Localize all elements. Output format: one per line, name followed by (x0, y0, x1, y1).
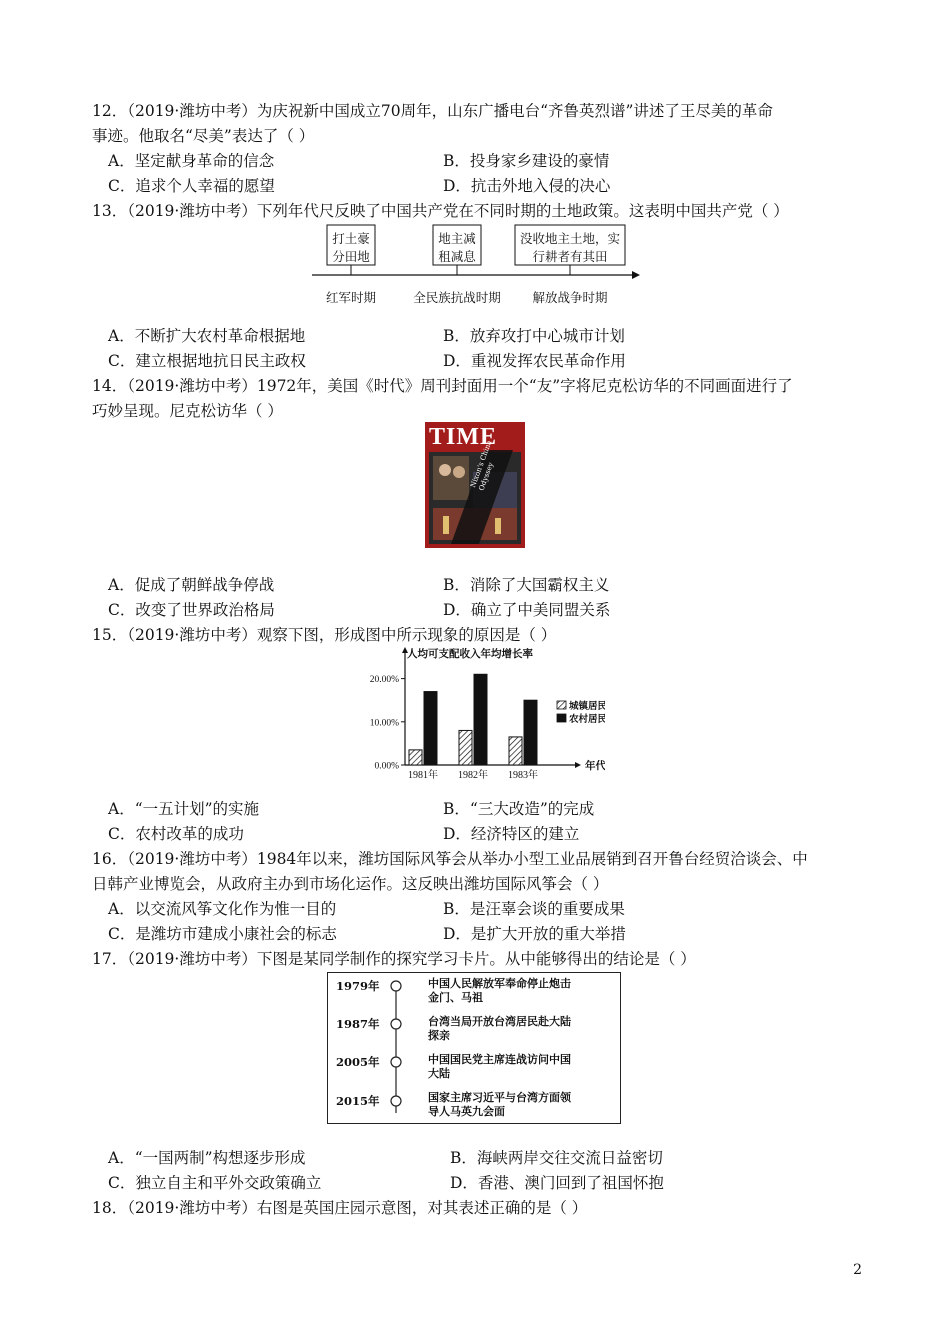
card-year-2: 1987年 (336, 1017, 380, 1031)
timeline-box2-line2: 租减息 (438, 249, 476, 264)
x-tick-label: 1983年 (508, 770, 538, 781)
q13-option-c[interactable]: C．建立根据地抗日民主政权 (108, 352, 306, 370)
q17-option-d[interactable]: D．香港、澳门回到了祖国怀抱 (450, 1174, 664, 1192)
bar-rural-0 (424, 692, 437, 765)
q15-stem-line1: 15．（2019·潍坊中考）观察下图，形成图中所示现象的原因是（ ） (92, 626, 557, 644)
q13-stem-line1: 13．（2019·潍坊中考）下列年代尺反映了中国共产党在不同时期的土地政策。这表明中国共产党（ ） (92, 202, 789, 220)
q16-option-d[interactable]: D．是扩大开放的重大举措 (443, 925, 626, 943)
timeline-box1-line2: 分田地 (332, 249, 370, 264)
income-growth-chart (355, 645, 605, 785)
card-year-1: 1979年 (336, 979, 380, 993)
bar-urban-1 (459, 730, 472, 765)
bar-rural-2 (524, 700, 537, 765)
q14-option-d[interactable]: D．确立了中美同盟关系 (443, 601, 611, 619)
q18-stem-line1: 18．（2019·潍坊中考）右图是英国庄园示意图，对其表述正确的是（ ） (92, 1199, 588, 1217)
timeline-box1-line1: 打土豪 (332, 231, 370, 246)
q14-stem-line1: 14．（2019·潍坊中考）1972年，美国《时代》周刊封面用一个“友”字将尼克松访华的不同画面进行了 (92, 377, 793, 395)
q16-option-a[interactable]: A．以交流风筝文化作为惟一目的 (108, 900, 337, 918)
q14-option-a[interactable]: A．促成了朝鲜战争停战 (108, 576, 275, 594)
timeline-label-3: 解放战争时期 (532, 290, 608, 305)
bar-urban-2 (509, 737, 522, 765)
cover-figure-head-1 (439, 464, 451, 476)
timeline-box2-line1: 地主减 (438, 231, 476, 246)
q12-option-d[interactable]: D．抗击外地入侵的决心 (443, 177, 611, 195)
card-event-2-line2: 探亲 (428, 1029, 450, 1042)
chart-title: 人均可支配收入年均增长率 (407, 648, 533, 660)
q12-stem-line2: 事迹。他取名“尽美”表达了（ ） (92, 127, 315, 145)
q13-option-b[interactable]: B．放弃攻打中心城市计划 (443, 327, 625, 345)
card-node-1-icon (391, 981, 401, 991)
cover-figure-head-2 (453, 466, 465, 478)
q13-option-a[interactable]: A．不断扩大农村革命根据地 (108, 327, 306, 345)
page-number: 2 (853, 1262, 862, 1278)
x-tick-label: 1982年 (458, 770, 488, 781)
time-magazine-cover (425, 422, 525, 548)
q17-option-c[interactable]: C．独立自主和平外交政策确立 (108, 1174, 322, 1192)
y-tick-label: 10.00% (369, 718, 399, 729)
cover-caption: Nixon's China Odyssey (469, 439, 496, 492)
card-event-1-line2: 金门、马祖 (428, 991, 483, 1004)
q15-option-d[interactable]: D．经济特区的建立 (443, 825, 580, 843)
timeline-box3-line2: 行耕者有其田 (532, 249, 608, 264)
bar-rural-1 (474, 674, 487, 765)
q17-option-a[interactable]: A．“一国两制”构想逐步形成 (108, 1149, 306, 1167)
q15-option-b[interactable]: B．“三大改造”的完成 (443, 800, 595, 818)
land-policy-timeline (310, 222, 650, 312)
q14-option-c[interactable]: C．改变了世界政治格局 (108, 601, 275, 619)
card-node-2-icon (391, 1019, 401, 1029)
timeline-label-1: 红军时期 (325, 290, 376, 305)
legend-swatch-1 (557, 714, 566, 722)
card-node-4-icon (391, 1096, 401, 1106)
card-event-3-line1: 中国国民党主席连战访问中国 (428, 1053, 571, 1066)
q12-option-a[interactable]: A．坚定献身革命的信念 (108, 152, 275, 170)
q14-stem-line2: 巧妙呈现。尼克松访华（ ） (92, 402, 283, 420)
q17-option-b[interactable]: B．海峡两岸交往交流日益密切 (450, 1149, 663, 1167)
card-node-3-icon (391, 1057, 401, 1067)
card-event-4-line1: 国家主席习近平与台湾方面领 (428, 1091, 571, 1104)
cover-dancer-1 (443, 516, 449, 534)
q12-option-b[interactable]: B．投身家乡建设的豪情 (443, 152, 610, 170)
x-tick-label: 1981年 (408, 770, 438, 781)
bar-urban-0 (409, 750, 422, 765)
y-tick-label: 20.00% (369, 675, 399, 686)
q16-stem-line1: 16．（2019·潍坊中考）1984年以来，潍坊国际风筝会从举办小型工业品展销到召开鲁台经贸洽谈会、中 (92, 850, 808, 868)
q17-stem-line1: 17．（2019·潍坊中考）下图是某同学制作的探究学习卡片。从中能够得出的结论是（ ） (92, 950, 696, 968)
q14-option-b[interactable]: B．消除了大国霸权主义 (443, 576, 610, 594)
income-chart-svg (355, 645, 605, 785)
study-card (327, 972, 621, 1124)
q16-stem-line2: 日韩产业博览会，从政府主办到市场化运作。这反映出潍坊国际风筝会（ ） (92, 875, 609, 893)
card-event-3-line2: 大陆 (428, 1067, 450, 1080)
card-year-3: 2005年 (336, 1055, 380, 1069)
q15-option-a[interactable]: A．“一五计划”的实施 (108, 800, 260, 818)
q16-option-c[interactable]: C．是潍坊市建成小康社会的标志 (108, 925, 337, 943)
cover-dancer-2 (495, 518, 501, 534)
q12-option-c[interactable]: C．追求个人幸福的愿望 (108, 177, 275, 195)
timeline-box3-line1: 没收地主土地，实 (519, 231, 620, 246)
card-event-1-line1: 中国人民解放军奉命停止炮击 (428, 977, 571, 990)
card-event-4-line2: 导人马英九会面 (428, 1105, 505, 1118)
legend-label-0: 城镇居民 (569, 701, 605, 712)
cover-title: TIME (429, 424, 498, 450)
x-axis-label: 年代 (585, 760, 605, 772)
card-year-4: 2015年 (336, 1094, 380, 1108)
legend-label-1: 农村居民 (569, 714, 605, 725)
timeline-arrow-icon (632, 271, 640, 279)
q13-option-d[interactable]: D．重视发挥农民革命作用 (443, 352, 626, 370)
q15-option-c[interactable]: C．农村改革的成功 (108, 825, 244, 843)
q12-stem-line1: 12．（2019·潍坊中考）为庆祝新中国成立70周年，山东广播电台“齐鲁英烈谱”讲述了王尽美的革命 (92, 102, 773, 120)
q16-option-b[interactable]: B．是汪辜会谈的重要成果 (443, 900, 625, 918)
legend-swatch-0 (557, 701, 566, 709)
timeline-label-2: 全民族抗战时期 (413, 290, 501, 305)
x-axis-arrow-icon (575, 762, 581, 768)
cover-photo-handshake (433, 456, 469, 500)
y-tick-label: 0.00% (374, 761, 399, 772)
card-event-2-line1: 台湾当局开放台湾居民赴大陆 (428, 1015, 571, 1028)
